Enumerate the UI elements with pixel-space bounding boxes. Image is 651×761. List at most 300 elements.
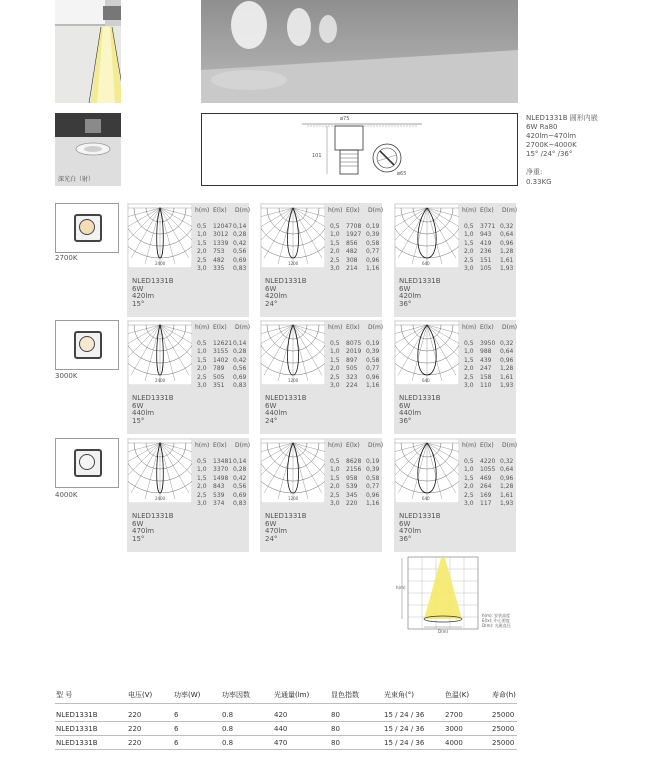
table-cell: 15 / 24 / 36 bbox=[384, 711, 425, 719]
photometry-value-e: 214 bbox=[346, 265, 358, 272]
card-model: NLED1331B bbox=[132, 512, 174, 520]
photometry-value-d: 0,56 bbox=[233, 483, 247, 491]
photometry-card bbox=[260, 320, 382, 434]
photometry-value-d: 1,28 bbox=[500, 365, 514, 373]
photometry-card bbox=[260, 203, 382, 317]
photometry-value-h: 3,0 bbox=[464, 500, 474, 507]
photometry-value-d: 0,69 bbox=[233, 373, 247, 381]
table-cell: 80 bbox=[331, 725, 340, 733]
table-cell: 0.8 bbox=[222, 711, 234, 719]
photometry-header-h: h(m) bbox=[462, 207, 477, 214]
photometry-header-d: D(m) bbox=[502, 442, 518, 449]
table-header-cell: 电压(V) bbox=[128, 691, 153, 699]
table-cell: 440 bbox=[274, 725, 288, 733]
polar-scale-label: 1200 bbox=[288, 378, 299, 383]
photometry-value-d: 0,14 bbox=[233, 223, 247, 230]
photometry-header-d: D(m) bbox=[368, 324, 384, 331]
table-header-cell: 功率因数 bbox=[222, 691, 250, 699]
photometry-value-h: 0,5 bbox=[464, 458, 474, 465]
photometry-value-d: 0,64 bbox=[500, 348, 514, 356]
photometry-value-d: 0,42 bbox=[233, 239, 247, 247]
polar-distribution-chart bbox=[261, 439, 325, 503]
photometry-value-h: 2,0 bbox=[464, 365, 474, 373]
photometry-value-h: 2,5 bbox=[464, 256, 474, 264]
table-cell: 2700 bbox=[445, 711, 463, 719]
beam-height-label: h(m) bbox=[396, 585, 406, 590]
table-cell: 420 bbox=[274, 711, 288, 719]
card-watt: 6W bbox=[132, 519, 144, 528]
photometry-value-h: 2,5 bbox=[330, 491, 340, 499]
photometry-value-h: 2,0 bbox=[330, 365, 340, 373]
beam-photo bbox=[55, 0, 121, 103]
beam-diameter-label: D(m) bbox=[438, 629, 449, 634]
photometry-value-h: 3,0 bbox=[464, 382, 474, 389]
polar-distribution-chart bbox=[261, 321, 325, 385]
table-cell: 470 bbox=[274, 739, 288, 747]
photometry-card bbox=[394, 320, 516, 434]
photometry-card bbox=[127, 203, 249, 317]
card-lumen: 420lm bbox=[399, 292, 422, 300]
table-cell: 25000 bbox=[492, 725, 515, 733]
table-cell: 6 bbox=[174, 739, 179, 747]
photometry-value-h: 2,0 bbox=[197, 248, 207, 256]
cct-label-3000: 3000K bbox=[55, 372, 78, 380]
photometry-header-h: h(m) bbox=[328, 207, 343, 214]
dimension-drawing bbox=[201, 113, 518, 186]
cct-swatch-4000 bbox=[55, 438, 119, 488]
photometry-value-e: 2019 bbox=[346, 348, 362, 356]
card-watt: 6W bbox=[399, 401, 411, 410]
photometry-header-d: D(m) bbox=[368, 442, 384, 449]
photometry-value-e: 264 bbox=[480, 483, 492, 491]
photometry-value-h: 1,0 bbox=[330, 231, 340, 239]
photometry-header-e: E(lx) bbox=[213, 442, 227, 449]
photometry-value-e: 439 bbox=[480, 356, 492, 364]
photometry-value-e: 988 bbox=[480, 348, 492, 356]
dim-cutout: ø65 bbox=[397, 171, 407, 177]
table-header-cell: 寿命(h) bbox=[492, 691, 516, 699]
card-angle: 24° bbox=[265, 299, 278, 308]
beam-legend-2: D(m): 光斑直径 bbox=[482, 623, 511, 628]
photometry-value-d: 0,77 bbox=[366, 248, 380, 256]
photometry-value-d: 1,93 bbox=[500, 500, 514, 507]
photometry-value-d: 0,39 bbox=[366, 466, 380, 474]
card-angle: 15° bbox=[132, 299, 145, 308]
table-cell: 80 bbox=[331, 739, 340, 747]
card-angle: 36° bbox=[399, 416, 412, 425]
photometry-value-h: 1,0 bbox=[197, 348, 207, 356]
photometry-value-e: 2156 bbox=[346, 466, 362, 474]
photometry-value-d: 1,61 bbox=[500, 491, 514, 499]
photometry-value-e: 224 bbox=[346, 382, 358, 389]
photometry-value-e: 158 bbox=[480, 373, 492, 381]
polar-distribution-chart bbox=[395, 321, 459, 385]
photometry-value-h: 1,0 bbox=[464, 348, 474, 356]
photometry-value-h: 2,0 bbox=[330, 483, 340, 491]
photometry-value-d: 1,16 bbox=[366, 265, 380, 272]
photometry-value-e: 958 bbox=[346, 474, 358, 482]
table-header-cell: 光通量(lm) bbox=[274, 691, 310, 699]
table-cell: 220 bbox=[128, 739, 142, 747]
photometry-value-e: 8628 bbox=[346, 458, 362, 465]
photometry-value-h: 0,5 bbox=[197, 458, 207, 465]
photometry-value-d: 1,28 bbox=[500, 248, 514, 256]
photometry-value-e: 1927 bbox=[346, 231, 362, 239]
photometry-value-d: 1,61 bbox=[500, 373, 514, 381]
photometry-value-h: 0,5 bbox=[197, 340, 207, 347]
card-lumen: 420lm bbox=[265, 292, 288, 300]
card-watt: 6W bbox=[132, 284, 144, 293]
photometry-value-d: 0,83 bbox=[233, 382, 247, 389]
table-header-cell: 显色指数 bbox=[331, 691, 359, 699]
photometry-value-d: 1,28 bbox=[500, 483, 514, 491]
table-cell: 220 bbox=[128, 725, 142, 733]
photometry-value-h: 2,0 bbox=[464, 248, 474, 256]
photometry-value-d: 0,42 bbox=[233, 356, 247, 364]
photometry-header-e: E(lx) bbox=[480, 324, 494, 331]
photometry-value-e: 1498 bbox=[213, 474, 229, 482]
photometry-value-e: 482 bbox=[213, 256, 225, 264]
photometry-value-h: 3,0 bbox=[197, 265, 207, 272]
table-cell: 15 / 24 / 36 bbox=[384, 739, 425, 747]
photometry-value-d: 0,96 bbox=[366, 491, 380, 499]
polar-distribution-chart bbox=[128, 204, 192, 268]
photometry-value-d: 0,19 bbox=[366, 340, 380, 347]
photometry-value-h: 0,5 bbox=[330, 458, 340, 465]
photometry-value-d: 0,96 bbox=[500, 474, 514, 482]
table-cell: 0.8 bbox=[222, 739, 234, 747]
cct-label-4000: 4000K bbox=[55, 491, 78, 499]
table-rule-1 bbox=[55, 721, 517, 722]
photometry-value-d: 0,69 bbox=[233, 256, 247, 264]
photometry-value-d: 1,16 bbox=[366, 382, 380, 389]
photometry-value-h: 2,5 bbox=[197, 373, 207, 381]
photometry-value-e: 539 bbox=[213, 491, 225, 499]
polar-scale-label: 1200 bbox=[288, 496, 299, 501]
photometry-value-h: 3,0 bbox=[330, 382, 340, 389]
photometry-value-d: 0,64 bbox=[500, 231, 514, 239]
photometry-value-d: 0,39 bbox=[366, 348, 380, 356]
photometry-card bbox=[394, 438, 516, 552]
dim-height: 101 bbox=[312, 153, 322, 159]
photometry-value-e: 7708 bbox=[346, 223, 362, 230]
photometry-value-h: 3,0 bbox=[330, 500, 340, 507]
photometry-value-d: 0,32 bbox=[500, 458, 514, 465]
card-angle: 36° bbox=[399, 534, 412, 543]
photometry-value-d: 0,14 bbox=[233, 340, 247, 347]
photometry-value-h: 1,5 bbox=[464, 474, 474, 482]
photometry-value-h: 2,0 bbox=[197, 483, 207, 491]
photometry-value-d: 0,83 bbox=[233, 265, 247, 272]
photometry-value-d: 0,58 bbox=[366, 239, 380, 247]
photometry-value-e: 8075 bbox=[346, 340, 362, 347]
photometry-value-e: 117 bbox=[480, 500, 492, 507]
photometry-value-h: 2,5 bbox=[464, 491, 474, 499]
photometry-value-d: 0,19 bbox=[366, 458, 380, 465]
card-lumen: 440lm bbox=[399, 409, 422, 417]
photometry-value-e: 308 bbox=[346, 256, 358, 264]
card-angle: 24° bbox=[265, 416, 278, 425]
cct-dot-2700 bbox=[79, 219, 95, 235]
table-header-cell: 光束角(°) bbox=[384, 691, 414, 699]
photometry-value-h: 1,0 bbox=[197, 466, 207, 474]
photometry-value-h: 1,5 bbox=[464, 356, 474, 364]
dim-width: ø75 bbox=[340, 116, 350, 122]
gallery-wall-washes bbox=[201, 0, 518, 103]
photometry-value-d: 0,64 bbox=[500, 466, 514, 474]
table-cell: 0.8 bbox=[222, 725, 234, 733]
photometry-value-h: 1,0 bbox=[464, 231, 474, 239]
photometry-value-h: 0,5 bbox=[330, 340, 340, 347]
table-cell: 25000 bbox=[492, 739, 515, 747]
card-watt: 6W bbox=[399, 284, 411, 293]
photometry-value-d: 0,83 bbox=[233, 500, 247, 507]
photometry-value-e: 505 bbox=[346, 365, 358, 373]
table-cell: 80 bbox=[331, 711, 340, 719]
photometry-value-d: 0,32 bbox=[500, 223, 514, 230]
card-lumen: 470lm bbox=[132, 527, 155, 535]
polar-scale-label: 640 bbox=[422, 378, 430, 383]
card-watt: 6W bbox=[399, 519, 411, 528]
photometry-header-h: h(m) bbox=[328, 442, 343, 449]
polar-scale-label: 1200 bbox=[288, 261, 299, 266]
polar-distribution-chart bbox=[395, 439, 459, 503]
photometry-value-e: 3155 bbox=[213, 348, 229, 356]
photometry-value-e: 220 bbox=[346, 500, 358, 507]
photometry-value-d: 0,58 bbox=[366, 474, 380, 482]
beam-legend-1: E(lx): 中心照度 bbox=[482, 618, 510, 623]
photometry-value-e: 3950 bbox=[480, 340, 496, 347]
photometry-header-e: E(lx) bbox=[480, 207, 494, 214]
photometry-value-h: 3,0 bbox=[197, 500, 207, 507]
table-cell: 15 / 24 / 36 bbox=[384, 725, 425, 733]
table-cell: 220 bbox=[128, 711, 142, 719]
polar-scale-label: 640 bbox=[422, 496, 430, 501]
photometry-value-d: 1,93 bbox=[500, 382, 514, 389]
photometry-header-e: E(lx) bbox=[346, 207, 360, 214]
product-title: NLED1331B 圆形内嵌 bbox=[526, 114, 598, 122]
photometry-value-h: 3,0 bbox=[464, 265, 474, 272]
photometry-value-e: 1055 bbox=[480, 466, 496, 474]
card-watt: 6W bbox=[265, 401, 277, 410]
table-rule-2 bbox=[55, 735, 517, 736]
photometry-value-d: 0,56 bbox=[233, 365, 247, 373]
photometry-value-h: 1,0 bbox=[464, 466, 474, 474]
photometry-value-d: 0,32 bbox=[500, 340, 514, 347]
photometry-value-e: 753 bbox=[213, 248, 225, 256]
product-cct-range: 2700K~4000K bbox=[526, 141, 577, 149]
photometry-header-d: D(m) bbox=[502, 207, 518, 214]
photometry-value-e: 13481 bbox=[213, 458, 233, 465]
photometry-header-d: D(m) bbox=[235, 324, 251, 331]
polar-distribution-chart bbox=[395, 204, 459, 268]
photometry-value-h: 2,5 bbox=[197, 491, 207, 499]
polar-distribution-chart bbox=[261, 204, 325, 268]
photometry-value-e: 4220 bbox=[480, 458, 496, 465]
cct-dot-4000 bbox=[79, 454, 95, 470]
table-cell: 4000 bbox=[445, 739, 463, 747]
product-weight-label: 净重: bbox=[526, 168, 543, 176]
photometry-header-d: D(m) bbox=[368, 207, 384, 214]
card-model: NLED1331B bbox=[399, 277, 441, 285]
photometry-value-h: 1,0 bbox=[330, 466, 340, 474]
beam-legend-0: h(m): 安装高度 bbox=[482, 613, 511, 618]
photometry-value-e: 151 bbox=[480, 256, 492, 264]
photometry-value-e: 247 bbox=[480, 365, 492, 373]
photometry-value-e: 110 bbox=[480, 382, 492, 389]
photometry-value-d: 0,19 bbox=[366, 223, 380, 230]
gallery-photo bbox=[201, 0, 518, 103]
technical-drawing bbox=[202, 114, 519, 187]
photometry-value-h: 2,5 bbox=[330, 256, 340, 264]
photometry-header-h: h(m) bbox=[195, 442, 210, 449]
photometry-value-e: 351 bbox=[213, 382, 225, 389]
photometry-card bbox=[260, 438, 382, 552]
photometry-value-e: 105 bbox=[480, 265, 492, 272]
photometry-header-e: E(lx) bbox=[213, 324, 227, 331]
table-rule-3 bbox=[55, 749, 517, 750]
photometry-card bbox=[127, 320, 249, 434]
photometry-card bbox=[394, 203, 516, 317]
table-cell: 25000 bbox=[492, 711, 515, 719]
product-photo bbox=[55, 113, 121, 186]
photometry-value-e: 1339 bbox=[213, 239, 229, 247]
product-lumen-range: 420lm~470lm bbox=[526, 132, 577, 140]
photometry-value-d: 0,14 bbox=[233, 458, 247, 465]
photo-caption: 深光白（射） bbox=[58, 176, 95, 183]
photometry-card bbox=[127, 438, 249, 552]
table-cell: NLED1331B bbox=[56, 711, 98, 719]
card-model: NLED1331B bbox=[132, 394, 174, 402]
card-lumen: 440lm bbox=[265, 409, 288, 417]
table-cell: NLED1331B bbox=[56, 725, 98, 733]
photometry-value-h: 0,5 bbox=[464, 340, 474, 347]
photometry-value-e: 539 bbox=[346, 483, 358, 491]
photometry-value-e: 335 bbox=[213, 265, 225, 272]
photometry-header-d: D(m) bbox=[235, 207, 251, 214]
photometry-value-e: 169 bbox=[480, 491, 492, 499]
polar-distribution-chart bbox=[128, 321, 192, 385]
photometry-value-h: 1,0 bbox=[330, 348, 340, 356]
beam-illustration bbox=[55, 0, 121, 103]
photometry-value-e: 12047 bbox=[213, 223, 233, 230]
photometry-value-d: 0,28 bbox=[233, 466, 247, 474]
card-model: NLED1331B bbox=[265, 512, 307, 520]
card-lumen: 470lm bbox=[399, 527, 422, 535]
beam-spread-diagram bbox=[396, 555, 520, 637]
photometry-value-e: 345 bbox=[346, 491, 358, 499]
card-model: NLED1331B bbox=[132, 277, 174, 285]
photometry-value-h: 2,5 bbox=[330, 373, 340, 381]
card-model: NLED1331B bbox=[265, 277, 307, 285]
photometry-value-e: 856 bbox=[346, 239, 358, 247]
photometry-value-d: 0,77 bbox=[366, 483, 380, 491]
card-lumen: 440lm bbox=[132, 409, 155, 417]
photometry-value-h: 0,5 bbox=[464, 223, 474, 230]
photometry-value-d: 0,56 bbox=[233, 248, 247, 256]
photometry-value-e: 3012 bbox=[213, 231, 229, 239]
photometry-value-h: 1,5 bbox=[330, 239, 340, 247]
card-watt: 6W bbox=[132, 401, 144, 410]
photometry-value-h: 1,5 bbox=[197, 239, 207, 247]
photometry-value-h: 1,5 bbox=[197, 474, 207, 482]
polar-scale-label: 2400 bbox=[155, 496, 166, 501]
photometry-value-e: 419 bbox=[480, 239, 492, 247]
photometry-value-e: 482 bbox=[346, 248, 358, 256]
card-model: NLED1331B bbox=[399, 394, 441, 402]
photometry-value-e: 469 bbox=[480, 474, 492, 482]
photometry-header-h: h(m) bbox=[328, 324, 343, 331]
photometry-value-d: 0,28 bbox=[233, 231, 247, 239]
photometry-value-d: 0,28 bbox=[233, 348, 247, 356]
photometry-value-d: 0,77 bbox=[366, 365, 380, 373]
table-header-cell: 型 号 bbox=[56, 691, 73, 699]
photometry-value-e: 789 bbox=[213, 365, 225, 373]
photometry-header-e: E(lx) bbox=[346, 442, 360, 449]
photometry-value-d: 1,16 bbox=[366, 500, 380, 507]
card-watt: 6W bbox=[265, 284, 277, 293]
photometry-header-h: h(m) bbox=[195, 207, 210, 214]
card-angle: 36° bbox=[399, 299, 412, 308]
photometry-value-h: 0,5 bbox=[330, 223, 340, 230]
photometry-value-h: 1,5 bbox=[330, 356, 340, 364]
photometry-header-h: h(m) bbox=[195, 324, 210, 331]
photometry-value-e: 843 bbox=[213, 483, 225, 491]
card-angle: 15° bbox=[132, 534, 145, 543]
photometry-value-d: 1,93 bbox=[500, 265, 514, 272]
product-power-ra: 6W Ra80 bbox=[526, 123, 558, 131]
polar-scale-label: 2400 bbox=[155, 378, 166, 383]
photometry-value-d: 0,96 bbox=[500, 356, 514, 364]
photometry-value-d: 0,39 bbox=[366, 231, 380, 239]
photometry-header-d: D(m) bbox=[502, 324, 518, 331]
photometry-value-e: 374 bbox=[213, 500, 225, 507]
polar-distribution-chart bbox=[128, 439, 192, 503]
photometry-value-e: 236 bbox=[480, 248, 492, 256]
cct-label-2700: 2700K bbox=[55, 254, 78, 262]
table-cell: 6 bbox=[174, 711, 179, 719]
cct-swatch-3000 bbox=[55, 320, 119, 370]
card-lumen: 420lm bbox=[132, 292, 155, 300]
cct-swatch-2700 bbox=[55, 203, 119, 253]
photometry-header-h: h(m) bbox=[462, 324, 477, 331]
photometry-value-e: 323 bbox=[346, 373, 358, 381]
card-lumen: 470lm bbox=[265, 527, 288, 535]
product-angles: 15° /24° /36° bbox=[526, 150, 573, 158]
table-rule-top bbox=[55, 703, 517, 704]
photometry-value-h: 3,0 bbox=[197, 382, 207, 389]
card-angle: 24° bbox=[265, 534, 278, 543]
photometry-value-h: 2,0 bbox=[330, 248, 340, 256]
photometry-value-e: 505 bbox=[213, 373, 225, 381]
card-model: NLED1331B bbox=[399, 512, 441, 520]
photometry-value-d: 1,61 bbox=[500, 256, 514, 264]
photometry-value-e: 943 bbox=[480, 231, 492, 239]
card-watt: 6W bbox=[265, 519, 277, 528]
photometry-value-e: 12621 bbox=[213, 340, 233, 347]
photometry-header-h: h(m) bbox=[462, 442, 477, 449]
photometry-value-h: 1,0 bbox=[197, 231, 207, 239]
photometry-header-d: D(m) bbox=[235, 442, 251, 449]
photometry-value-e: 897 bbox=[346, 356, 358, 364]
photometry-header-e: E(lx) bbox=[213, 207, 227, 214]
photometry-value-h: 2,5 bbox=[197, 256, 207, 264]
table-cell: 3000 bbox=[445, 725, 463, 733]
polar-scale-label: 640 bbox=[422, 261, 430, 266]
polar-scale-label: 2400 bbox=[155, 261, 166, 266]
photometry-value-h: 2,0 bbox=[464, 483, 474, 491]
photometry-value-d: 0,96 bbox=[366, 256, 380, 264]
